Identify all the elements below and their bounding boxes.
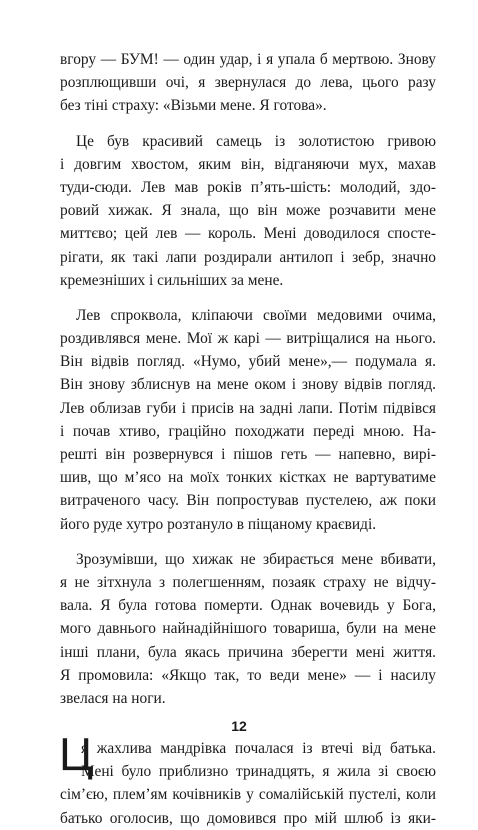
text-line-content: я жахлива мандрівка почалася із втечі від батька. [81,740,436,758]
text-line: Він знову зблиснув на мене оком і знову відвів погляд. [60,376,436,394]
paragraph-5 [59,728,436,830]
text-line: Лев спроквола, кліпаючи своїми медовими очима, [76,306,436,324]
text-line: миттєво; цей лев — король. Мені доводилося спосте- [60,225,436,243]
text-line: мого давнього найнадійнішого товариша, були на мене [60,620,436,638]
text-line: ровий хижак. Я знала, що він може розчавити мене [60,202,436,220]
page-body [60,48,436,830]
paragraph-3 [60,304,436,536]
drop-cap: Ц [59,728,94,781]
text-line: звелася на ноги. [60,689,166,707]
text-line: рігати, як такі лапи роздирали антилоп і зебр, значно [60,248,436,266]
text-line: без тіні страху: «Візьми мене. Я готова». [60,97,327,115]
text-line: я не зітхнула з полегшенням, позаяк страху не відчу- [60,573,436,591]
text-line: Мені було приблизно тринадцять, я жила зі своєю [81,763,436,781]
paragraph-1 [60,48,436,118]
page-number: 12 [231,718,247,734]
text-line: туди-сюди. Лев мав років п’ять-шість: молодий, здо- [60,178,436,196]
text-line: Він відвів погляд. «Нумо, убий мене»,— подумала я. [60,353,436,371]
text-line: Це був красивий самець із золотистою гривою [76,132,436,150]
text-line: витраченого часу. Він попростував пустелею, аж поки [60,492,436,510]
text-line: шив, що м’ясо на моїх тонких кістках не вартуватиме [60,469,436,487]
text-line: його руде хутро розтануло в піщаному краєвиді. [60,515,377,533]
text-line: розплющивши очі, я звернулася до лева, цього разу [60,74,436,92]
paragraph-4 [60,548,436,710]
text-line: роздивлявся мене. Мої ж карі — витріщалися на нього. [60,330,436,348]
text-line: вала. Я була готова померти. Однак вочевидь у Бога, [60,597,436,615]
text-line: Лев облизав губи і присів на задні лапи. Потім підвівся [60,399,436,417]
text-line: інші плани, була якась причина зберегти мені життя. [60,643,436,661]
text-line: сім’єю, плем’ям кочівників у сомалійській пустелі, коли [60,786,436,804]
text-line: батько оголосив, що домовився про мій шлюб із яки- [60,809,436,827]
text-line: вгору — БУМ! — один удар, і я упала б мертвою. Знову [60,51,436,68]
paragraph-2 [60,130,436,292]
text-line: кремезніших і сильніших за мене. [60,271,284,289]
text-line: Зрозумівши, що хижак не збирається мене вбивати, [76,550,436,568]
text-line: і довгим хвостом, яким він, відганяючи мух, махав [60,155,436,173]
text-line: і почав хтиво, граційно походжати переді мною. На- [60,422,436,440]
text-line: решті він розвернувся і пішов геть — напевно, вирі- [60,446,436,463]
text-line: Я промовила: «Якщо так, то веди мене» — і насилу [60,666,436,684]
